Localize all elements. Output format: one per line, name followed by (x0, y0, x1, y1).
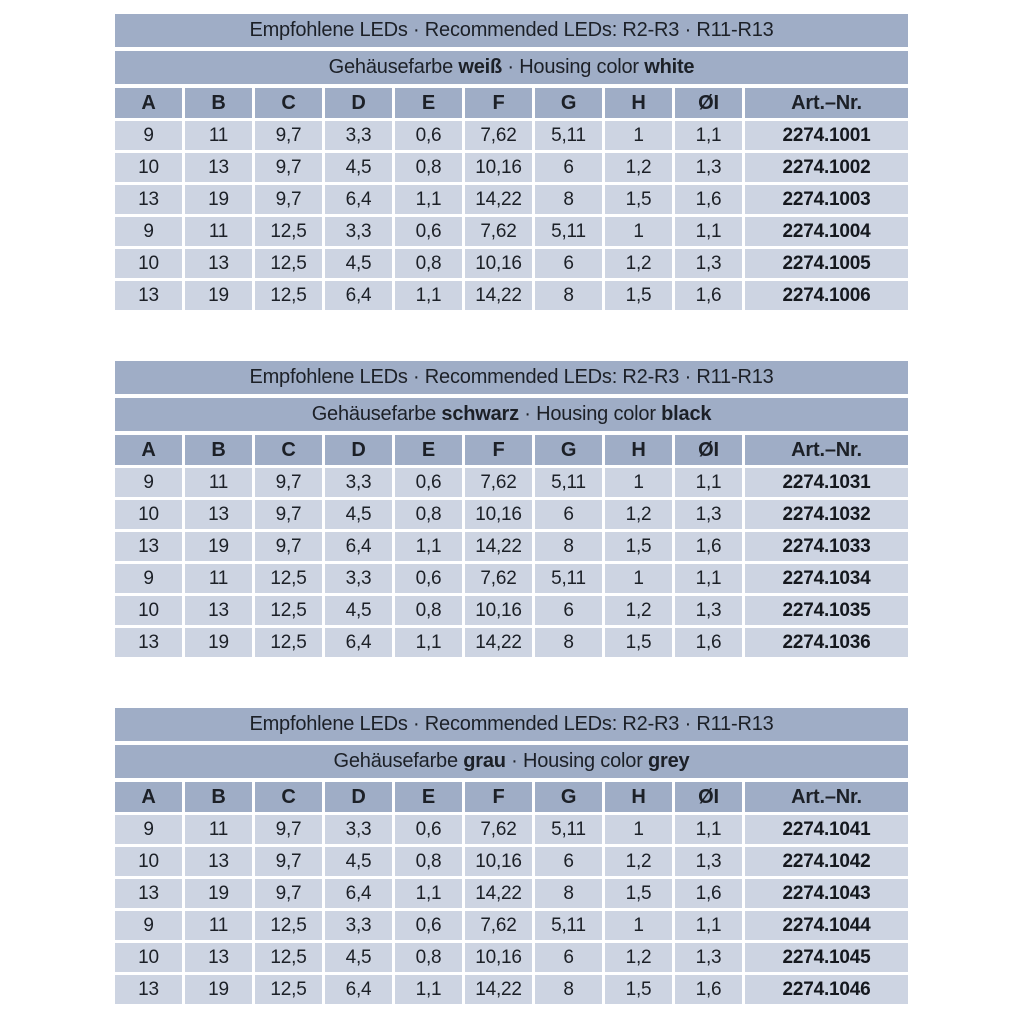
value-cell: 0,6 (395, 468, 462, 497)
value-cell: 13 (115, 975, 182, 1004)
table-row (115, 121, 908, 150)
value-cell: 12,5 (255, 943, 322, 972)
table-subtitle (115, 398, 908, 431)
value-cell: 3,3 (325, 815, 392, 844)
value-cell: 5,11 (535, 468, 602, 497)
value-cell: 13 (185, 596, 252, 625)
value-cell: 9,7 (255, 500, 322, 529)
value-cell: 0,6 (395, 815, 462, 844)
value-cell: 1,1 (395, 185, 462, 214)
value-cell: 3,3 (325, 121, 392, 150)
value-cell: 1,1 (395, 628, 462, 657)
value-cell: 1,5 (605, 532, 672, 561)
value-cell: 11 (185, 217, 252, 246)
value-cell: 11 (185, 121, 252, 150)
subtitle-highlight: grey (648, 750, 690, 772)
value-cell: 1,2 (605, 249, 672, 278)
value-cell: 1,1 (675, 911, 742, 940)
art-nr-cell: 2274.1044 (745, 911, 908, 940)
column-header: Art.–Nr. (745, 782, 908, 812)
value-cell: 1,3 (675, 153, 742, 182)
value-cell: 19 (185, 879, 252, 908)
subtitle-text: Gehäusefarbe (311, 403, 442, 425)
value-cell: 3,3 (325, 217, 392, 246)
value-cell: 5,11 (535, 121, 602, 150)
value-cell: 3,3 (325, 468, 392, 497)
value-cell: 0,8 (395, 943, 462, 972)
column-header: H (605, 435, 672, 465)
table-title: Empfohlene LEDs · Recommended LEDs: R2-R3 · R11-R13 (115, 708, 908, 741)
table-row (115, 500, 908, 529)
table-row (115, 911, 908, 940)
value-cell: 5,11 (535, 217, 602, 246)
value-cell: 1,6 (675, 532, 742, 561)
value-cell: 6,4 (325, 628, 392, 657)
subtitle-highlight: grau (463, 750, 506, 772)
value-cell: 19 (185, 281, 252, 310)
value-cell: 1,1 (675, 815, 742, 844)
column-header: H (605, 88, 672, 118)
value-cell: 13 (185, 249, 252, 278)
table-title: Empfohlene LEDs · Recommended LEDs: R2-R3 · R11-R13 (115, 14, 908, 47)
value-cell: 8 (535, 975, 602, 1004)
column-header: ØI (675, 435, 742, 465)
value-cell: 7,62 (465, 815, 532, 844)
table-subtitle (115, 51, 908, 84)
value-cell: 4,5 (325, 249, 392, 278)
value-cell: 1,3 (675, 596, 742, 625)
art-nr-cell: 2274.1045 (745, 943, 908, 972)
value-cell: 0,6 (395, 121, 462, 150)
table-row (115, 879, 908, 908)
value-cell: 10 (115, 500, 182, 529)
value-cell: 1,2 (605, 596, 672, 625)
column-header: G (535, 88, 602, 118)
art-nr-cell: 2274.1033 (745, 532, 908, 561)
value-cell: 9,7 (255, 815, 322, 844)
value-cell: 5,11 (535, 564, 602, 593)
value-cell: 3,3 (325, 564, 392, 593)
column-header: F (465, 435, 532, 465)
value-cell: 10,16 (465, 249, 532, 278)
table-row (115, 596, 908, 625)
column-header: B (185, 782, 252, 812)
value-cell: 13 (115, 532, 182, 561)
value-cell: 10,16 (465, 943, 532, 972)
value-cell: 19 (185, 532, 252, 561)
column-header: H (605, 782, 672, 812)
value-cell: 6,4 (325, 975, 392, 1004)
value-cell: 1 (605, 911, 672, 940)
value-cell: 6 (535, 596, 602, 625)
value-cell: 0,8 (395, 847, 462, 876)
art-nr-cell: 2274.1005 (745, 249, 908, 278)
spec-table (115, 14, 908, 310)
table-row (115, 943, 908, 972)
column-header: B (185, 435, 252, 465)
value-cell: 8 (535, 879, 602, 908)
value-cell: 9,7 (255, 121, 322, 150)
value-cell: 1,1 (395, 532, 462, 561)
table-subtitle (115, 745, 908, 778)
value-cell: 9 (115, 468, 182, 497)
value-cell: 1,1 (395, 975, 462, 1004)
value-cell: 1,5 (605, 879, 672, 908)
value-cell: 9,7 (255, 532, 322, 561)
value-cell: 1,2 (605, 943, 672, 972)
value-cell: 9 (115, 121, 182, 150)
column-header: D (325, 88, 392, 118)
value-cell: 1,3 (675, 847, 742, 876)
value-cell: 11 (185, 468, 252, 497)
value-cell: 3,3 (325, 911, 392, 940)
spec-table (115, 361, 908, 657)
art-nr-cell: 2274.1006 (745, 281, 908, 310)
art-nr-cell: 2274.1034 (745, 564, 908, 593)
value-cell: 6 (535, 943, 602, 972)
art-nr-cell: 2274.1036 (745, 628, 908, 657)
column-header: Art.–Nr. (745, 435, 908, 465)
value-cell: 1 (605, 468, 672, 497)
value-cell: 6,4 (325, 281, 392, 310)
art-nr-cell: 2274.1032 (745, 500, 908, 529)
art-nr-cell: 2274.1001 (745, 121, 908, 150)
value-cell: 8 (535, 628, 602, 657)
value-cell: 9 (115, 564, 182, 593)
value-cell: 1 (605, 815, 672, 844)
table-row (115, 628, 908, 657)
value-cell: 0,8 (395, 249, 462, 278)
subtitle-text: · Housing color (502, 56, 645, 78)
art-nr-cell: 2274.1041 (745, 815, 908, 844)
value-cell: 11 (185, 564, 252, 593)
value-cell: 10 (115, 249, 182, 278)
value-cell: 1,5 (605, 281, 672, 310)
value-cell: 12,5 (255, 975, 322, 1004)
table-row (115, 217, 908, 246)
column-header-row (115, 435, 908, 465)
value-cell: 6 (535, 153, 602, 182)
column-header: B (185, 88, 252, 118)
art-nr-cell: 2274.1035 (745, 596, 908, 625)
column-header: D (325, 782, 392, 812)
table-row (115, 847, 908, 876)
value-cell: 9,7 (255, 847, 322, 876)
subtitle-highlight: black (661, 403, 712, 425)
subtitle-highlight: weiß (458, 56, 503, 78)
value-cell: 14,22 (465, 281, 532, 310)
value-cell: 6 (535, 249, 602, 278)
value-cell: 1,3 (675, 249, 742, 278)
column-header: C (255, 435, 322, 465)
value-cell: 12,5 (255, 596, 322, 625)
art-nr-cell: 2274.1002 (745, 153, 908, 182)
value-cell: 12,5 (255, 564, 322, 593)
table-row (115, 564, 908, 593)
art-nr-cell: 2274.1004 (745, 217, 908, 246)
column-header: D (325, 435, 392, 465)
value-cell: 1,5 (605, 628, 672, 657)
value-cell: 7,62 (465, 911, 532, 940)
value-cell: 9 (115, 911, 182, 940)
column-header: ØI (675, 88, 742, 118)
value-cell: 5,11 (535, 911, 602, 940)
value-cell: 13 (185, 847, 252, 876)
subtitle-text: · Housing color (518, 403, 662, 425)
table-row (115, 532, 908, 561)
value-cell: 9,7 (255, 185, 322, 214)
value-cell: 4,5 (325, 847, 392, 876)
table-title: Empfohlene LEDs · Recommended LEDs: R2-R3 · R11-R13 (115, 361, 908, 394)
value-cell: 0,6 (395, 217, 462, 246)
value-cell: 9 (115, 815, 182, 844)
value-cell: 5,11 (535, 815, 602, 844)
value-cell: 1,6 (675, 975, 742, 1004)
value-cell: 1 (605, 217, 672, 246)
column-header: E (395, 782, 462, 812)
value-cell: 6,4 (325, 185, 392, 214)
value-cell: 1,2 (605, 847, 672, 876)
value-cell: 9,7 (255, 879, 322, 908)
value-cell: 1,1 (395, 281, 462, 310)
value-cell: 19 (185, 628, 252, 657)
value-cell: 12,5 (255, 281, 322, 310)
column-header-row (115, 88, 908, 118)
value-cell: 4,5 (325, 500, 392, 529)
value-cell: 13 (185, 500, 252, 529)
table-row (115, 975, 908, 1004)
column-header: ØI (675, 782, 742, 812)
value-cell: 13 (185, 153, 252, 182)
art-nr-cell: 2274.1043 (745, 879, 908, 908)
value-cell: 9,7 (255, 468, 322, 497)
column-header: C (255, 88, 322, 118)
art-nr-cell: 2274.1003 (745, 185, 908, 214)
value-cell: 13 (115, 628, 182, 657)
value-cell: 6 (535, 847, 602, 876)
column-header: A (115, 782, 182, 812)
value-cell: 12,5 (255, 911, 322, 940)
value-cell: 14,22 (465, 185, 532, 214)
value-cell: 10 (115, 847, 182, 876)
value-cell: 4,5 (325, 596, 392, 625)
column-header: C (255, 782, 322, 812)
value-cell: 0,8 (395, 500, 462, 529)
value-cell: 7,62 (465, 468, 532, 497)
value-cell: 1,5 (605, 975, 672, 1004)
art-nr-cell: 2274.1046 (745, 975, 908, 1004)
table-row (115, 185, 908, 214)
value-cell: 1,1 (395, 879, 462, 908)
value-cell: 1,2 (605, 153, 672, 182)
value-cell: 8 (535, 185, 602, 214)
value-cell: 1 (605, 564, 672, 593)
column-header: E (395, 88, 462, 118)
value-cell: 11 (185, 815, 252, 844)
value-cell: 19 (185, 975, 252, 1004)
value-cell: 1,1 (675, 121, 742, 150)
value-cell: 1,1 (675, 217, 742, 246)
value-cell: 1 (605, 121, 672, 150)
column-header: A (115, 435, 182, 465)
value-cell: 12,5 (255, 628, 322, 657)
value-cell: 10 (115, 153, 182, 182)
value-cell: 8 (535, 532, 602, 561)
column-header: G (535, 435, 602, 465)
value-cell: 8 (535, 281, 602, 310)
value-cell: 10 (115, 596, 182, 625)
value-cell: 6,4 (325, 532, 392, 561)
value-cell: 0,8 (395, 153, 462, 182)
spec-table (115, 708, 908, 1004)
value-cell: 13 (185, 943, 252, 972)
value-cell: 10,16 (465, 596, 532, 625)
art-nr-cell: 2274.1042 (745, 847, 908, 876)
subtitle-highlight: white (644, 56, 695, 78)
value-cell: 13 (115, 185, 182, 214)
column-header: A (115, 88, 182, 118)
value-cell: 7,62 (465, 564, 532, 593)
value-cell: 4,5 (325, 943, 392, 972)
value-cell: 1,2 (605, 500, 672, 529)
value-cell: 14,22 (465, 975, 532, 1004)
value-cell: 1,1 (675, 468, 742, 497)
value-cell: 10 (115, 943, 182, 972)
value-cell: 13 (115, 879, 182, 908)
value-cell: 1,1 (675, 564, 742, 593)
value-cell: 1,6 (675, 281, 742, 310)
value-cell: 6 (535, 500, 602, 529)
column-header: Art.–Nr. (745, 88, 908, 118)
subtitle-text: Gehäusefarbe (328, 56, 459, 78)
value-cell: 1,3 (675, 500, 742, 529)
value-cell: 0,8 (395, 596, 462, 625)
column-header: E (395, 435, 462, 465)
column-header-row (115, 782, 908, 812)
table-row (115, 468, 908, 497)
value-cell: 9 (115, 217, 182, 246)
value-cell: 14,22 (465, 879, 532, 908)
value-cell: 1,6 (675, 879, 742, 908)
value-cell: 10,16 (465, 847, 532, 876)
value-cell: 1,6 (675, 628, 742, 657)
value-cell: 19 (185, 185, 252, 214)
column-header: F (465, 782, 532, 812)
value-cell: 12,5 (255, 249, 322, 278)
tables-container (115, 14, 908, 1004)
value-cell: 1,5 (605, 185, 672, 214)
value-cell: 9,7 (255, 153, 322, 182)
subtitle-text: Gehäusefarbe (333, 750, 464, 772)
value-cell: 1,6 (675, 185, 742, 214)
value-cell: 11 (185, 911, 252, 940)
table-row (115, 281, 908, 310)
value-cell: 14,22 (465, 532, 532, 561)
table-row (115, 249, 908, 278)
value-cell: 10,16 (465, 500, 532, 529)
value-cell: 13 (115, 281, 182, 310)
table-row (115, 815, 908, 844)
value-cell: 4,5 (325, 153, 392, 182)
subtitle-highlight: schwarz (441, 403, 519, 425)
value-cell: 10,16 (465, 153, 532, 182)
value-cell: 1,3 (675, 943, 742, 972)
value-cell: 14,22 (465, 628, 532, 657)
value-cell: 0,6 (395, 911, 462, 940)
art-nr-cell: 2274.1031 (745, 468, 908, 497)
column-header: F (465, 88, 532, 118)
value-cell: 12,5 (255, 217, 322, 246)
value-cell: 7,62 (465, 121, 532, 150)
column-header: G (535, 782, 602, 812)
table-row (115, 153, 908, 182)
subtitle-text: · Housing color (505, 750, 649, 772)
value-cell: 0,6 (395, 564, 462, 593)
value-cell: 7,62 (465, 217, 532, 246)
value-cell: 6,4 (325, 879, 392, 908)
